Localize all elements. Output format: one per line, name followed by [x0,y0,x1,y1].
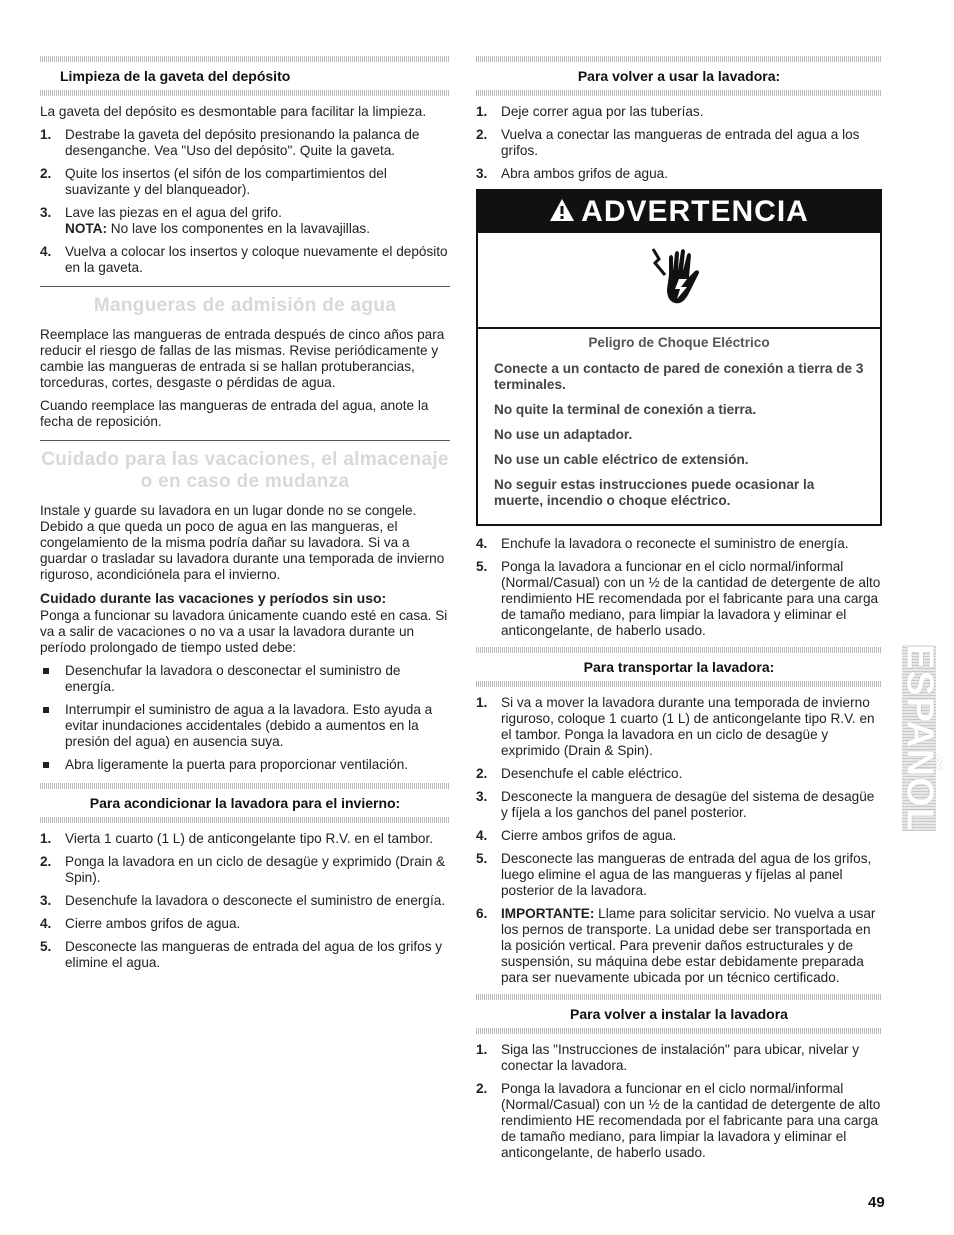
cuidado-p1: Instale y guarde su lavadora en un lugar donde no se congele. Debido a que queda un poco de agua en las mangueras, el congelamiento de la misma podría dañar su lavadora. Si va a guardar o trasladar su lavadora durante una temporada de invierno riguroso, acondiciónela para el invierno. [40,503,445,582]
list-item: 2. Vuelva a conectar las mangueras de entrada del agua a los grifos. [476,127,860,158]
list-item: 1. Destrabe la gaveta del depósito presionando la palanca de desenganche. Vea "Uso del depósito". Quite la gaveta. [40,127,420,158]
bullet-square-icon [43,668,49,674]
transportar-steps [476,695,882,986]
list-item: 6. IMPORTANTE: Llame para solicitar servicio. No vuelva a usar los pernos de transporte. La unidad debe ser transportada en la posición vertical. Para prevenir daños estructurales y de suspensión, su máquina debe estar debidamente preparada para ser nuevamente ubicada por un técnico certificado. [476,906,876,985]
gaveta-steps [40,127,450,276]
mangueras-heading: Mangueras de admisión de agua [93,295,397,316]
left-column [40,56,450,978]
list-item: 1. Siga las "Instrucciones de instalación" para ubicar, nivelar y conectar la lavadora. [476,1042,859,1073]
list-item: 5. Ponga la lavadora a funcionar en el ciclo normal/informal (Normal/Casual) con un ½ de la cantidad de detergente de alto rendimiento HE recomendada por el fabricante para una carga de tamaño mediano, para limpiar la lavadora y eliminar el anticongelante, de haberlo usado. [476,559,881,638]
nota: NOTA: No lave los componentes en la lavavajillas. [65,221,370,236]
cuidado-subheading: Cuidado durante las vacaciones y períodos sin uso: [40,590,387,606]
section-bar [476,681,882,687]
list-item: 3. Desenchufe la lavadora o desconecte el suministro de energía. [40,893,446,908]
bullet-square-icon [43,762,49,768]
volver-steps-b [476,536,882,639]
invierno-heading: Para acondicionar la lavadora para el invierno: [89,795,401,811]
mangueras-p2: Cuando reemplace las mangueras de entrada del agua, anote la fecha de reposición. [40,398,429,429]
instalar-heading: Para volver a instalar la lavadora [570,1006,788,1022]
gaveta-intro: La gaveta del depósito es desmontable para facilitar la limpieza. [40,104,427,119]
warning-body [478,329,880,524]
section-bar [40,817,450,823]
list-item: 1. Vierta 1 cuarto (1 L) de anticongelante tipo R.V. en el tambor. [40,831,434,846]
list-item: 2. Ponga la lavadora a funcionar en el ciclo normal/informal (Normal/Casual) con un ½ de la cantidad de detergente de alto rendimiento HE recomendada por el fabricante para una carga de tamaño mediano, para limpiar la lavadora y eliminar el anticongelante, de haberlo usado. [476,1081,881,1160]
list-item: 3. Desconecte la manguera de desagüe del sistema de desagüe y fíjela a los ganchos del panel posterior. [476,789,875,820]
section-bar [40,90,450,96]
warning-line: No use un adaptador. [494,427,633,442]
bullet-square-icon [43,707,49,713]
volver-steps-a [476,104,882,182]
right-column [476,56,882,1168]
list-item: 5. Desconecte las mangueras de entrada del agua de los grifos, luego elimine el agua de las mangueras y fíjelas al panel posterior de la lavadora. [476,851,872,898]
warning-box [476,189,882,526]
electric-shock-hand-icon [478,233,880,329]
language-side-tab: ESPAÑOL [898,644,941,832]
list-item: 4. Cierre ambos grifos de agua. [476,828,677,843]
list-item: 1. Deje correr agua por las tuberías. [476,104,704,119]
invierno-steps [40,831,450,971]
cuidado-p2: Ponga a funcionar su lavadora únicamente cuando esté en casa. Si va a salir de vacaciones o no va a usar la lavadora durante un período prolongado de tiempo usted debe: [40,608,448,655]
page-number: 49 [868,1194,885,1211]
list-item: 4. Vuelva a colocar los insertos y coloque nuevamente el depósito en la gaveta. [40,244,448,275]
warning-line: No use un cable eléctrico de extensión. [494,452,749,467]
list-item: Interrumpir el suministro de agua a la lavadora. Esto ayuda a evitar inundaciones accidentales (debido a aumentos en la presión del agua) en ausencia suya. [40,702,450,750]
transportar-heading: Para transportar la lavadora: [583,659,775,675]
list-item: 1. Si va a mover la lavadora durante una temporada de invierno riguroso, coloque 1 cuarto (1 L) de anticongelante tipo R.V. en el tambor. Ponga la lavadora en un ciclo de desagüe y exprimido (Drain & Spin). [476,695,875,758]
list-item: Abra ligeramente la puerta para proporcionar ventilación. [40,757,450,773]
list-item: Desenchufar la lavadora o desconectar el suministro de energía. [40,663,450,695]
warning-line: No seguir estas instrucciones puede ocasionar la muerte, incendio o choque eléctrico. [494,477,815,508]
cuidado-heading: Cuidado para las vacaciones, el almacenaje o en caso de mudanza [41,449,449,492]
volver-heading: Para volver a usar la lavadora: [577,68,781,84]
list-item: 4. Cierre ambos grifos de agua. [40,916,241,931]
warning-header: ADVERTENCIA [478,191,880,233]
list-item: 5. Desconecte las mangueras de entrada del agua de los grifos y elimine el agua. [40,939,443,970]
list-item: 2. Quite los insertos (el sifón de los compartimientos del suavizante y del blanqueador). [40,166,387,197]
warning-line: Conecte a un contacto de pared de conexión a tierra de 3 terminales. [494,361,864,392]
list-item: 3. Abra ambos grifos de agua. [476,166,669,181]
warning-triangle-icon [549,192,575,234]
instalar-steps [476,1042,882,1161]
list-item: 2. Ponga la lavadora en un ciclo de desagüe y exprimido (Drain & Spin). [40,854,446,885]
section-bar [476,90,882,96]
warning-subtitle: Peligro de Choque Eléctrico [588,335,770,350]
list-item: 3. Lave las piezas en el agua del grifo. NOTA: No lave los componentes en la lavavajillas. [40,205,450,237]
section-bar [476,1028,882,1034]
divider [40,286,450,287]
warning-line: No quite la terminal de conexión a tierra. [494,402,757,417]
divider [40,440,450,441]
cuidado-bullets [40,663,450,773]
list-item: 2. Desenchufe el cable eléctrico. [476,766,683,781]
gaveta-heading: Limpieza de la gaveta del depósito [60,68,291,84]
mangueras-p1: Reemplace las mangueras de entrada después de cinco años para reducir el riesgo de fallas de las mismas. Revise periódicamente y cambie las mangueras de entrada si se hallan protuberancias, torceduras, cortes, desgaste o pérdidas de agua. [40,327,445,390]
list-item: 4. Enchufe la lavadora o reconecte el suministro de energía. [476,536,849,551]
